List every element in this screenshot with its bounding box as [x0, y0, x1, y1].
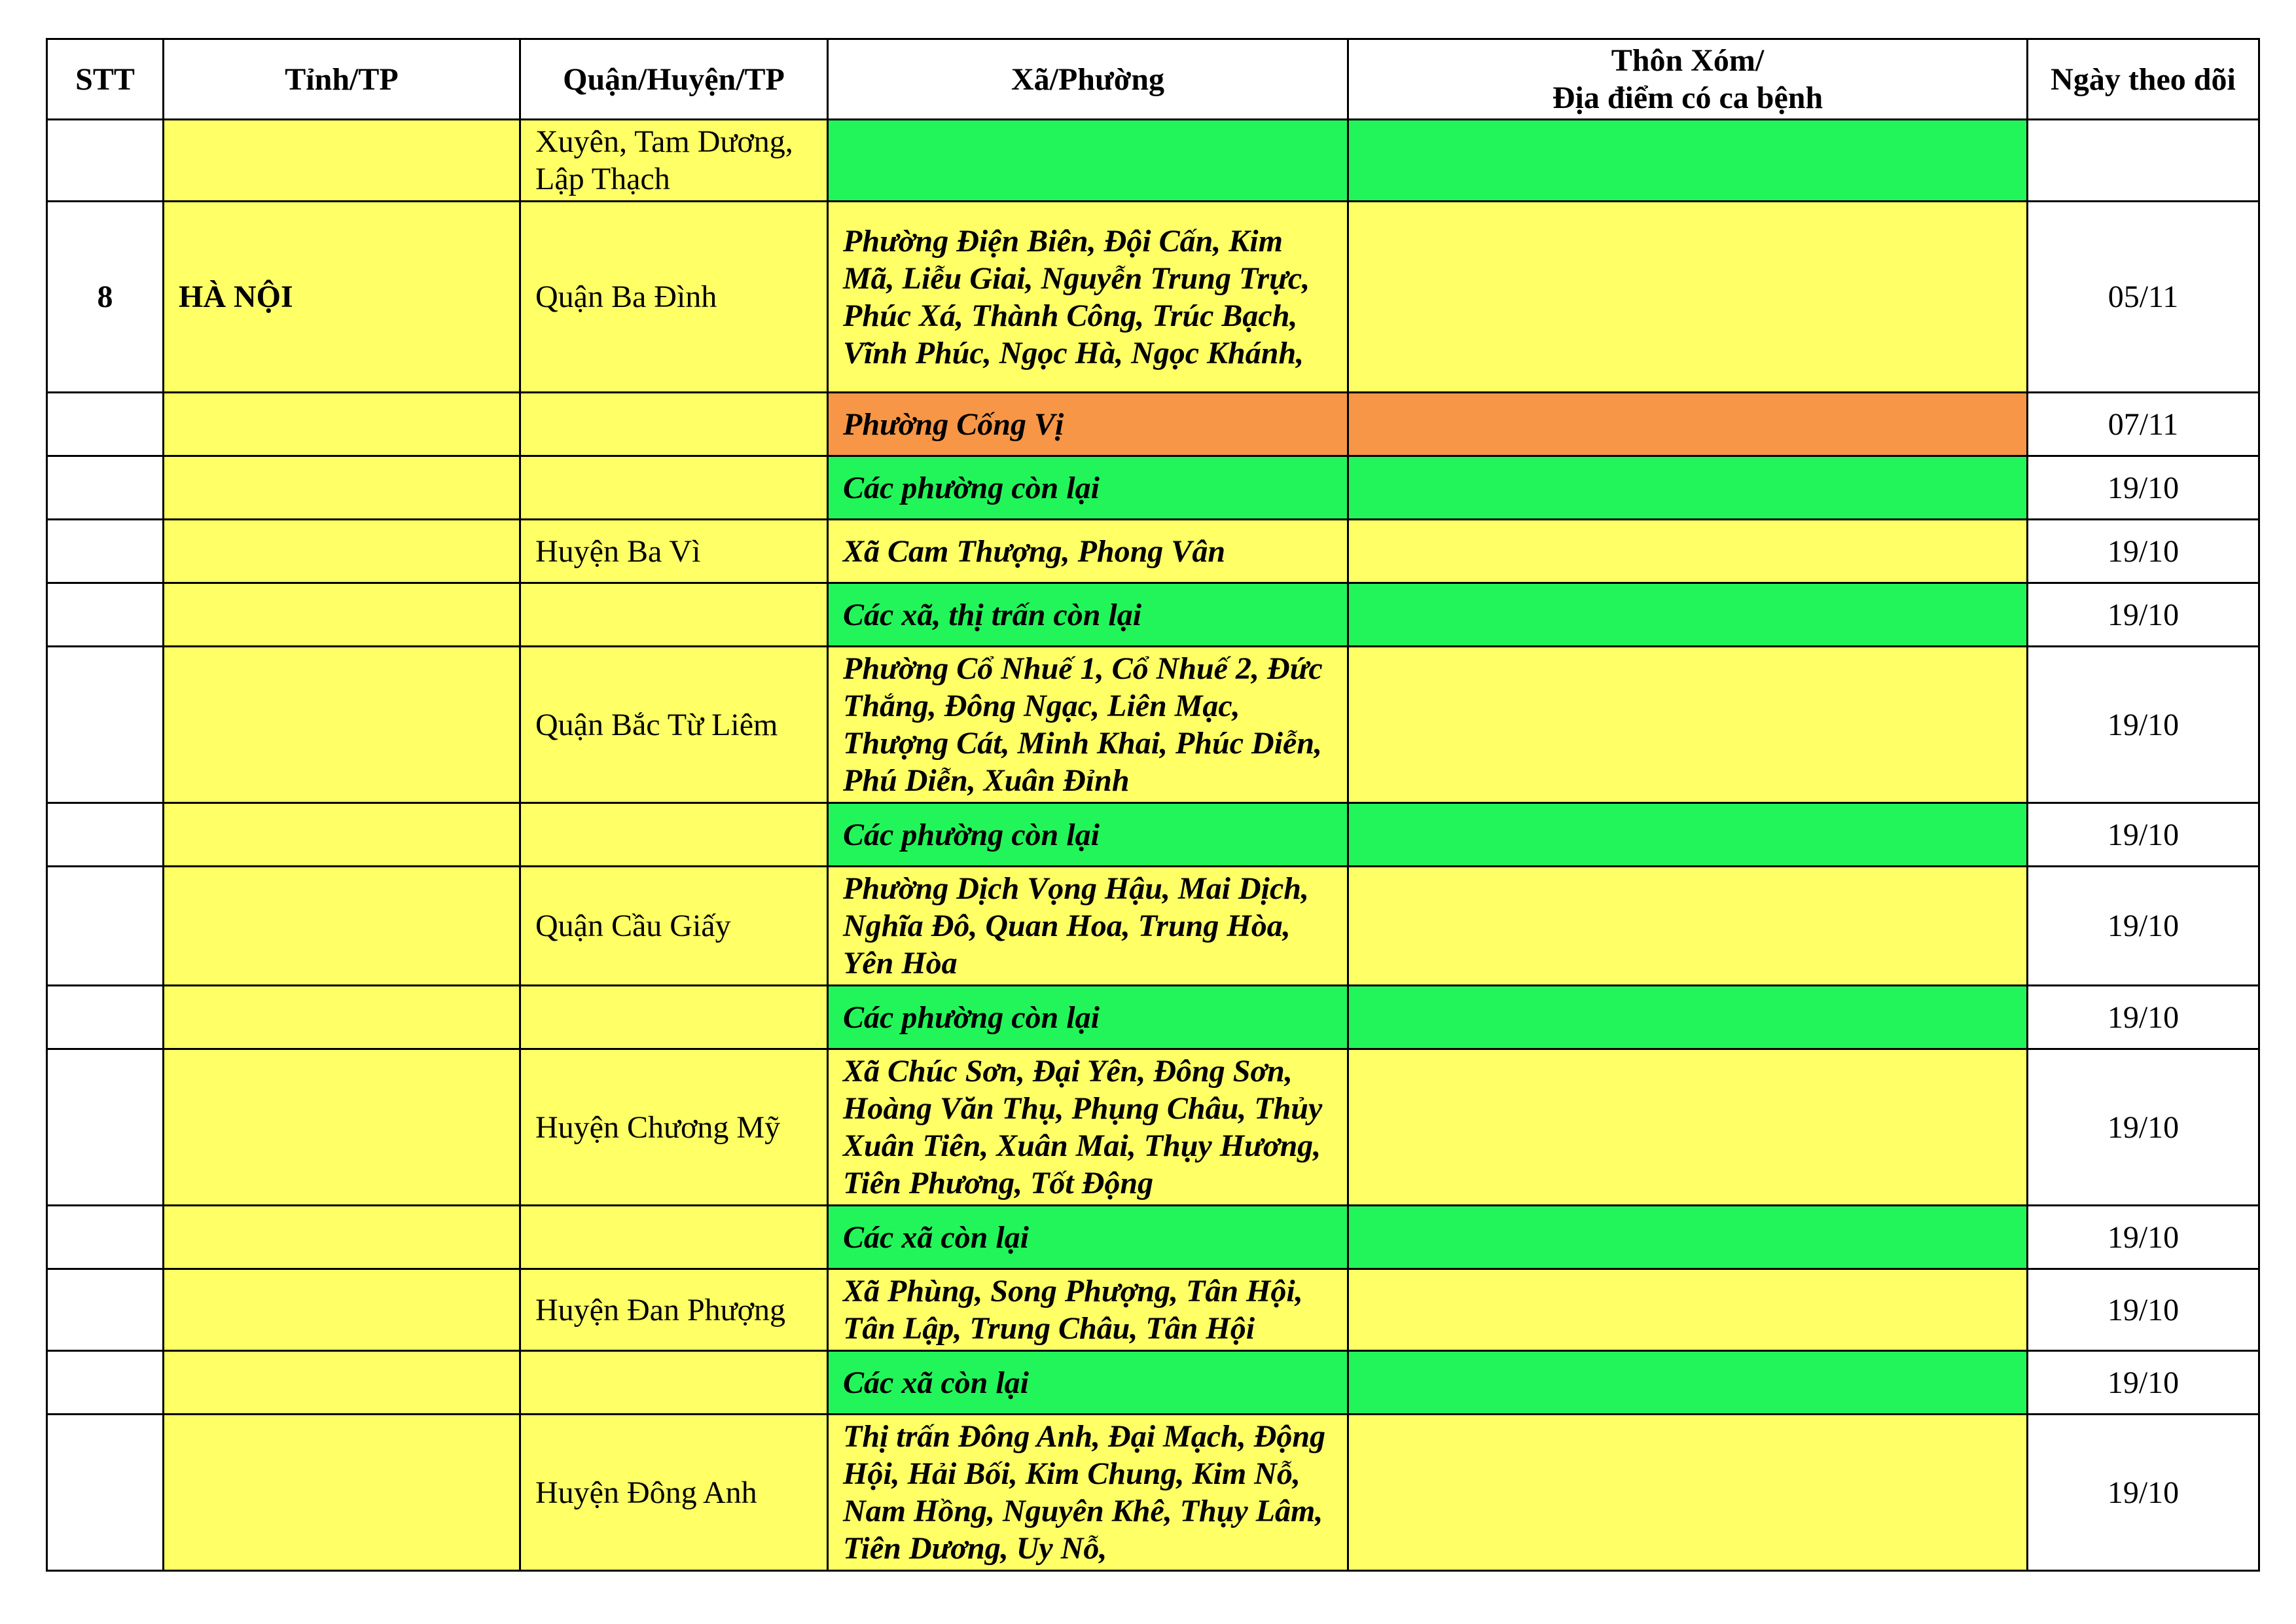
cell-stt — [47, 120, 164, 202]
cell-date: 19/10 — [2028, 1415, 2259, 1571]
cell-province — [164, 583, 520, 647]
cell-ward: Xã Chúc Sơn, Đại Yên, Đông Sơn, Hoàng Văn Thụ, Phụng Châu, Thủy Xuân Tiên, Xuân Mai, Thụy Hương, Tiên Phương, Tốt Động — [828, 1049, 1348, 1206]
table-row — [47, 120, 2259, 202]
cell-province — [164, 1415, 520, 1571]
cell-ward: Các phường còn lại — [828, 986, 1348, 1049]
cell-hamlet — [1348, 1351, 2028, 1415]
cell-date: 19/10 — [2028, 456, 2259, 520]
cell-district: Huyện Đan Phượng — [520, 1269, 828, 1351]
cell-stt — [47, 1269, 164, 1351]
cell-district: Xuyên, Tam Dương, Lập Thạch — [520, 120, 828, 202]
table-row — [47, 1351, 2259, 1415]
cell-stt — [47, 986, 164, 1049]
header-row — [47, 39, 2259, 120]
header-date: Ngày theo dõi — [2028, 39, 2259, 120]
cell-district: Quận Ba Đình — [520, 202, 828, 393]
cell-date: 07/11 — [2028, 393, 2259, 456]
header-hamlet-line1: Thôn Xóm/ — [1611, 43, 1765, 78]
header-stt: STT — [47, 39, 164, 120]
cell-province: HÀ NỘI — [164, 202, 520, 393]
cell-district — [520, 986, 828, 1049]
table-row — [47, 803, 2259, 867]
cell-ward: Thị trấn Đông Anh, Đại Mạch, Động Hội, Hải Bối, Kim Chung, Kim Nỗ, Nam Hồng, Nguyên Khê, Thụy Lâm, Tiên Dương, Uy Nỗ, — [828, 1415, 1348, 1571]
cell-stt — [47, 456, 164, 520]
table-row — [47, 456, 2259, 520]
cell-hamlet — [1348, 986, 2028, 1049]
cell-hamlet — [1348, 120, 2028, 202]
cell-province — [164, 1049, 520, 1206]
cell-district — [520, 1206, 828, 1269]
cell-stt — [47, 1415, 164, 1571]
cell-province — [164, 867, 520, 986]
cell-date: 19/10 — [2028, 1206, 2259, 1269]
header-hamlet — [1348, 39, 2028, 120]
cell-date: 19/10 — [2028, 647, 2259, 803]
cell-stt — [47, 1206, 164, 1269]
cell-ward: Xã Cam Thượng, Phong Vân — [828, 520, 1348, 583]
cell-district: Huyện Đông Anh — [520, 1415, 828, 1571]
cell-district: Quận Cầu Giấy — [520, 867, 828, 986]
cell-ward: Xã Phùng, Song Phượng, Tân Hội, Tân Lập, Trung Châu, Tân Hội — [828, 1269, 1348, 1351]
cell-date: 19/10 — [2028, 1269, 2259, 1351]
cell-district — [520, 456, 828, 520]
cell-ward: Các xã còn lại — [828, 1351, 1348, 1415]
cell-date: 19/10 — [2028, 1049, 2259, 1206]
cell-date: 19/10 — [2028, 867, 2259, 986]
cell-ward: Phường Cống Vị — [828, 393, 1348, 456]
cell-hamlet — [1348, 1206, 2028, 1269]
cell-stt — [47, 647, 164, 803]
cell-hamlet — [1348, 456, 2028, 520]
cell-hamlet — [1348, 1415, 2028, 1571]
header-ward: Xã/Phường — [828, 39, 1348, 120]
cell-province — [164, 803, 520, 867]
cell-hamlet — [1348, 202, 2028, 393]
cell-hamlet — [1348, 1049, 2028, 1206]
cell-date: 19/10 — [2028, 520, 2259, 583]
cell-date: 19/10 — [2028, 583, 2259, 647]
table-row — [47, 867, 2259, 986]
cell-ward: Các xã, thị trấn còn lại — [828, 583, 1348, 647]
cell-stt — [47, 520, 164, 583]
cell-district: Huyện Chương Mỹ — [520, 1049, 828, 1206]
cell-province — [164, 1269, 520, 1351]
cell-stt — [47, 1351, 164, 1415]
table-row — [47, 583, 2259, 647]
table-body — [47, 120, 2259, 1571]
cell-province — [164, 456, 520, 520]
cell-province — [164, 1206, 520, 1269]
cell-district — [520, 1351, 828, 1415]
table-row — [47, 1206, 2259, 1269]
cell-date: 05/11 — [2028, 202, 2259, 393]
header-hamlet-line2: Địa điểm có ca bệnh — [1552, 81, 1823, 115]
cell-ward: Phường Điện Biên, Đội Cấn, Kim Mã, Liễu Giai, Nguyễn Trung Trực, Phúc Xá, Thành Công, Trúc Bạch, Vĩnh Phúc, Ngọc Hà, Ngọc Khánh, — [828, 202, 1348, 393]
cell-hamlet — [1348, 867, 2028, 986]
table-row — [47, 1415, 2259, 1571]
cell-ward: Phường Cổ Nhuế 1, Cổ Nhuế 2, Đức Thắng, Đông Ngạc, Liên Mạc, Thượng Cát, Minh Khai, Phúc Diễn, Phú Diễn, Xuân Đỉnh — [828, 647, 1348, 803]
cell-province — [164, 1351, 520, 1415]
table-row — [47, 647, 2259, 803]
cell-ward: Các xã còn lại — [828, 1206, 1348, 1269]
cell-province — [164, 986, 520, 1049]
cell-stt — [47, 583, 164, 647]
cell-province — [164, 120, 520, 202]
cell-stt — [47, 393, 164, 456]
cell-district: Huyện Ba Vì — [520, 520, 828, 583]
cell-hamlet — [1348, 647, 2028, 803]
cell-stt — [47, 803, 164, 867]
cell-hamlet — [1348, 803, 2028, 867]
cell-district — [520, 393, 828, 456]
cell-province — [164, 647, 520, 803]
monitoring-table — [46, 38, 2260, 1572]
cell-province — [164, 393, 520, 456]
table-row — [47, 986, 2259, 1049]
cell-hamlet — [1348, 393, 2028, 456]
cell-district: Quận Bắc Từ Liêm — [520, 647, 828, 803]
cell-hamlet — [1348, 583, 2028, 647]
cell-date — [2028, 120, 2259, 202]
cell-district — [520, 803, 828, 867]
table-row — [47, 202, 2259, 393]
cell-ward: Phường Dịch Vọng Hậu, Mai Dịch, Nghĩa Đô, Quan Hoa, Trung Hòa, Yên Hòa — [828, 867, 1348, 986]
cell-date: 19/10 — [2028, 986, 2259, 1049]
header-province: Tỉnh/TP — [164, 39, 520, 120]
header-district: Quận/Huyện/TP — [520, 39, 828, 120]
cell-province — [164, 520, 520, 583]
cell-hamlet — [1348, 520, 2028, 583]
cell-hamlet — [1348, 1269, 2028, 1351]
cell-stt — [47, 1049, 164, 1206]
cell-district — [520, 583, 828, 647]
cell-stt: 8 — [47, 202, 164, 393]
cell-ward: Các phường còn lại — [828, 803, 1348, 867]
cell-stt — [47, 867, 164, 986]
cell-ward — [828, 120, 1348, 202]
table-row — [47, 520, 2259, 583]
cell-date: 19/10 — [2028, 803, 2259, 867]
cell-date: 19/10 — [2028, 1351, 2259, 1415]
table-row — [47, 1049, 2259, 1206]
table-row — [47, 1269, 2259, 1351]
cell-ward: Các phường còn lại — [828, 456, 1348, 520]
table-row — [47, 393, 2259, 456]
